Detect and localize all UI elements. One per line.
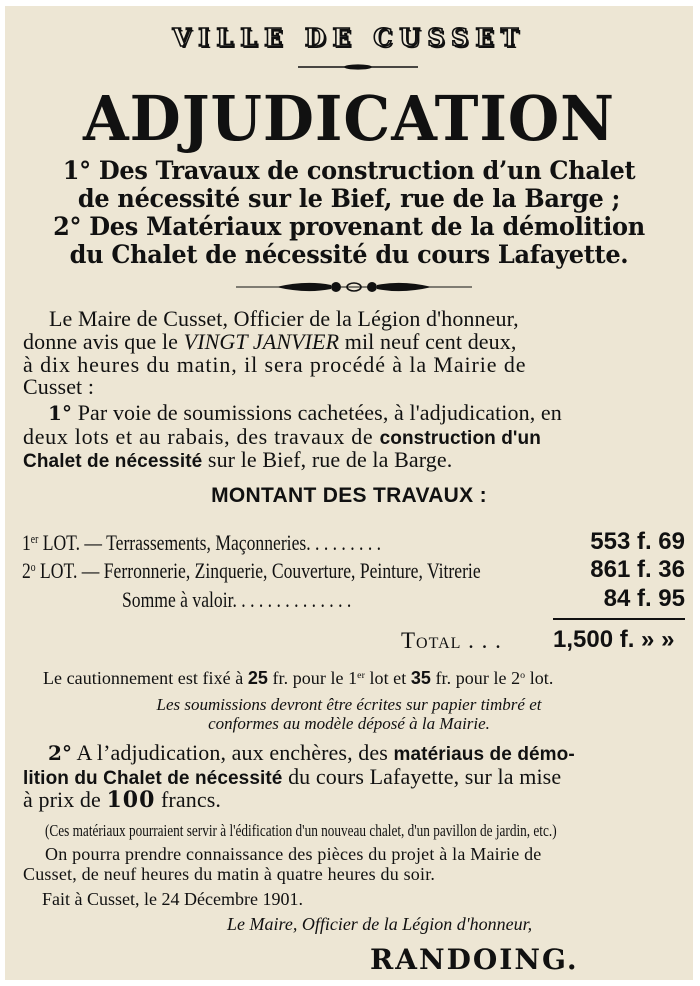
caution-amount: 35	[410, 668, 431, 688]
part2-text: du cours Lafayette, sur la mise	[282, 764, 562, 789]
intro-text: donne avis que le	[23, 329, 184, 354]
part1-text: Par voie de soumissions cachetées, à l'adjudication, en	[72, 400, 562, 425]
soumissions-line: Les soumissions devront être écrites sur papier timbré et	[156, 695, 542, 714]
intro-line: à dix heures du matin, il sera procédé à la Mairie de	[23, 352, 527, 377]
part2-number: 2°	[48, 741, 73, 765]
part2-text: à prix de	[23, 787, 107, 812]
heading-line: 2° Des Matériaux provenant de la démolition	[53, 212, 645, 241]
ornament-divider	[236, 280, 472, 294]
part2-line	[48, 740, 575, 766]
caution-sup: er	[357, 670, 365, 682]
lot-amount-3: 84 f. 95	[603, 585, 685, 612]
signature-title: Le Maire, Officier de la Légion d'honneur,	[227, 914, 533, 934]
part1-bold-text: construction d'un	[379, 428, 541, 449]
heading-line: 1° Des Travaux de construction d’un Chalet	[62, 156, 636, 185]
document-date: Fait à Cusset, le 24 Décembre 1901.	[42, 889, 303, 909]
caution-amount: 25	[247, 668, 268, 688]
part2-line	[23, 787, 221, 813]
lot-number-sup: er	[30, 531, 39, 546]
caution-line	[43, 668, 553, 689]
heading-line: du Chalet de nécessité du cours Lafayette.	[69, 240, 629, 269]
caution-sup: o	[520, 670, 526, 682]
part2-note: (Ces matériaux pourraient servir à l'édification d'un nouveau chalet, d'un pavillon de jardin, etc.)	[45, 821, 557, 840]
closing-line: On pourra prendre connaissance des pièces du projet à la Mairie de	[45, 844, 542, 864]
part1-line	[48, 400, 562, 426]
part2-text: francs.	[155, 787, 221, 812]
part1-bold-text: Chalet de nécessité	[23, 451, 203, 472]
heading-line: de nécessité sur le Bief, rue de la Barge ;	[77, 184, 621, 213]
lot-label: LOT. — Ferronnerie, Zinquerie, Couverture, Peinture, Vitrerie	[35, 558, 481, 583]
lot-label: Somme à valoir. . . . . . . . . . . . . .	[122, 587, 352, 612]
date-highlight: VINGT JANVIER	[183, 329, 340, 354]
caution-text: lot.	[525, 668, 554, 688]
poster	[5, 6, 693, 980]
part1-text: sur le Bief, rue de la Barge.	[202, 447, 453, 472]
total-amount: 1,500 f. » »	[553, 626, 675, 653]
lot-number-sup: o	[30, 559, 36, 574]
reserve-price: 100	[106, 787, 156, 813]
caution-text: fr. pour le 1	[267, 668, 358, 688]
lot-row-3	[122, 587, 351, 613]
intro-line: Le Maire de Cusset, Officier de la Légion d'honneur,	[49, 306, 519, 331]
closing-line: Cusset, de neuf heures du matin à quatre heures du soir.	[23, 864, 436, 884]
part2-bold-text: matériaus de démo-	[393, 744, 575, 765]
lot-number: 2	[22, 558, 31, 583]
lot-amount-2: 861 f. 36	[590, 556, 685, 583]
part1-number: 1°	[48, 401, 73, 425]
intro-line: Cusset :	[23, 374, 95, 399]
lot-row-2	[22, 558, 481, 584]
part2-bold-text: lition du Chalet de nécessité	[23, 768, 283, 789]
part1-line	[23, 447, 452, 473]
caution-text: lot et	[364, 668, 411, 688]
lot-row-1	[22, 530, 381, 556]
lot-number: 1	[22, 530, 31, 555]
part1-text: deux lots et au rabais, des travaux de	[23, 424, 380, 449]
intro-text: mil neuf cent deux,	[339, 329, 517, 354]
main-title: ADJUDICATION	[83, 82, 615, 155]
caution-text: fr. pour le 2	[430, 668, 521, 688]
divider-line	[298, 62, 418, 72]
soumissions-line: conformes au modèle déposé à la Mairie.	[208, 714, 490, 733]
montant-title: MONTANT DES TRAVAUX :	[211, 484, 487, 507]
total-label: Total . . .	[401, 628, 502, 653]
lot-label: LOT. — Terrassements, Maçonneries. . . . . . . . .	[38, 530, 382, 555]
lot-amount-1: 553 f. 69	[590, 528, 685, 555]
signature-name: RANDOING.	[370, 943, 579, 976]
sum-rule	[553, 618, 685, 620]
caution-text: Le cautionnement est fixé à	[43, 668, 248, 688]
city-heading: VILLE DE CUSSET	[172, 23, 526, 52]
part2-text: A l’adjudication, aux enchères, des	[72, 740, 394, 765]
